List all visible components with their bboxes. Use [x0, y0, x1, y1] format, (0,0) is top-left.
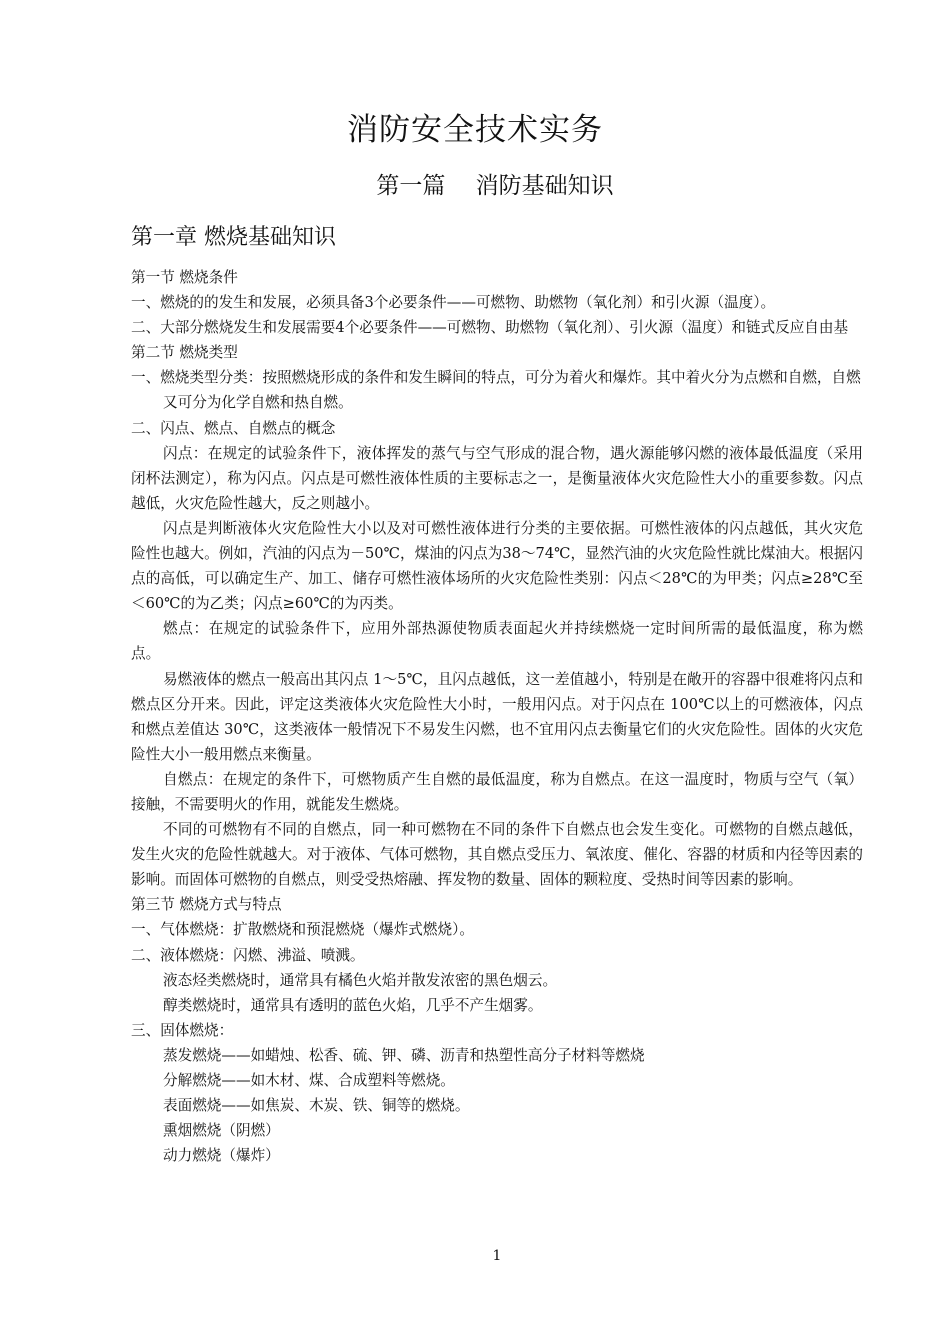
indented-line: 熏烟燃烧（阴燃）	[163, 1122, 280, 1140]
paragraph: 不同的可燃物有不同的自燃点，同一种可燃物在不同的条件下自燃点也会发生变化。可燃物的自燃点越低，发生火灾的危险性就越大。对于液体、气体可燃物，其自燃点受压力、氧浓度、催化、容器的材质和内径等因素的影响。而固体可燃物的自燃点，则受受热熔融、挥发物的数量、固体的颗粒度、受热时间等因素的影响。	[131, 821, 863, 889]
document-body	[131, 265, 863, 1168]
paragraph: 自燃点：在规定的条件下，可燃物质产生自燃的最低温度，称为自燃点。在这一温度时，物质与空气（氧）接触，不需要明火的作用，就能发生燃烧。	[131, 770, 863, 813]
section-heading: 第二节 燃烧类型	[131, 344, 238, 362]
numbered-item: 三、固体燃烧：	[131, 1021, 234, 1039]
paragraph: 易燃液体的燃点一般高出其闪点 1～5℃，且闪点越低，这一差值越小，特别是在敞开的容器中很难将闪点和燃点区分开来。因此，评定这类液体火灾危险性大小时，一般用闪点。对于闪点在 100℃以上的可燃液体，闪点和燃点差值达 30℃，这类液体一般情况下不易发生闪燃，也不宜用闪点去衡量它们的火灾危险性。固体的火灾危险性大小一般用燃点来衡量。	[131, 670, 863, 763]
chapter-heading: 第一章 燃烧基础知识	[131, 225, 336, 250]
paragraph: 闪点是判断液体火灾危险性大小以及对可燃性液体进行分类的主要依据。可燃性液体的闪点越低，其火灾危险性也越大。例如，汽油的闪点为－50℃，煤油的闪点为38～74℃，显然汽油的火灾危险性就比煤油大。根据闪点的高低，可以确定生产、加工、储存可燃性液体场所的火灾危险性类别：闪点＜28℃的为甲类；闪点≥28℃至＜60℃的为乙类；闪点≥60℃的为丙类。	[131, 519, 863, 613]
numbered-item: 二、闪点、燃点、自燃点的概念	[131, 419, 336, 437]
numbered-item: 一、燃烧类型分类：按照燃烧形成的条件和发生瞬间的特点，可分为着火和爆炸。其中着火分为点燃和自燃，自燃又可分为化学自燃和热自燃。	[131, 369, 861, 412]
document-title: 消防安全技术实务	[347, 112, 603, 148]
paragraph: 燃点：在规定的试验条件下，应用外部热源使物质表面起火并持续燃烧一定时间所需的最低温度，称为燃点。	[131, 620, 863, 663]
paragraph: 闪点：在规定的试验条件下，液体挥发的蒸气与空气形成的混合物，遇火源能够闪燃的液体最低温度（采用闭杯法测定），称为闪点。闪点是可燃性液体性质的主要标志之一，是衡量液体火灾危险性大小的重要参数。闪点越低，火灾危险性越大，反之则越小。	[131, 444, 863, 512]
section-heading: 第三节 燃烧方式与特点	[131, 896, 282, 914]
indented-line: 液态烃类燃烧时，通常具有橘色火焰并散发浓密的黑色烟云。	[163, 971, 558, 989]
indented-line: 表面燃烧——如焦炭、木炭、铁、铜等的燃烧。	[163, 1097, 470, 1115]
numbered-item: 一、燃烧的的发生和发展，必须具备3个必要条件——可燃物、助燃物（氧化剂）和引火源（温度）。	[131, 294, 776, 312]
indented-line: 蒸发燃烧——如蜡烛、松香、硫、钾、磷、沥青和热塑性高分子材料等燃烧	[163, 1046, 645, 1064]
page-number: 1	[492, 1248, 502, 1264]
part-heading: 第一篇 消防基础知识	[376, 173, 614, 199]
indented-line: 醇类燃烧时，通常具有透明的蓝色火焰，几乎不产生烟雾。	[163, 996, 543, 1014]
numbered-item: 二、大部分燃烧发生和发展需要4个必要条件——可燃物、助燃物（氧化剂）、引火源（温度）和链式反应自由基	[131, 319, 849, 337]
section-heading: 第一节 燃烧条件	[131, 269, 238, 286]
indented-line: 动力燃烧（爆炸）	[163, 1147, 280, 1165]
numbered-item: 一、气体燃烧：扩散燃烧和预混燃烧（爆炸式燃烧）。	[131, 921, 474, 939]
indented-line: 分解燃烧——如木材、煤、合成塑料等燃烧。	[163, 1072, 455, 1089]
numbered-item: 二、液体燃烧：闪燃、沸溢、喷溅。	[131, 946, 365, 964]
